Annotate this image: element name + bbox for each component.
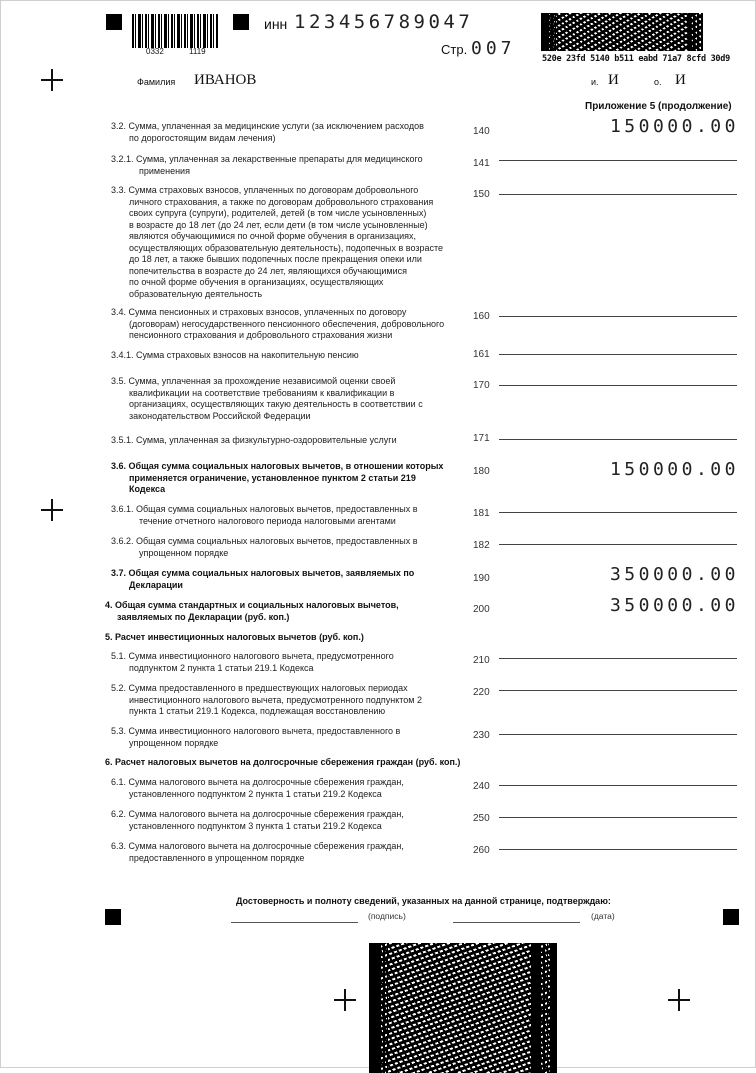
field-140-value[interactable]: 150000.00 — [609, 116, 739, 137]
alignment-marker-bottom-right — [723, 909, 739, 925]
field-150-input[interactable] — [499, 194, 737, 195]
line-code-171: 171 — [473, 433, 490, 444]
alignment-marker-top-center — [233, 14, 249, 30]
line-code-260: 260 — [473, 845, 490, 856]
row-label-230: 5.3. Сумма инвестиционного налогового вычета, предоставленного в упрощенном порядке — [111, 726, 401, 748]
row-label-250: 6.2. Сумма налогового вычета на долгосрочные сбережения граждан, установленного подпунктом 3 пункта 1 статьи 219.2 Кодекса — [111, 809, 404, 831]
field-161-input[interactable] — [499, 354, 737, 355]
line-code-160: 160 — [473, 311, 490, 322]
registration-cross-bottom-left — [334, 989, 356, 1011]
row-label-171: 3.5.1. Сумма, уплаченная за физкультурно-оздоровительные услуги — [111, 435, 397, 445]
surname-value: ИВАНОВ — [194, 72, 257, 88]
alignment-marker-bottom-left — [105, 909, 121, 925]
appendix-title: Приложение 5 (продолжение) — [585, 101, 732, 112]
line-code-200: 200 — [473, 604, 490, 615]
field-181-input[interactable] — [499, 512, 737, 513]
signature-label: (подпись) — [368, 911, 406, 921]
row-label-160: 3.4. Сумма пенсионных и страховых взносов, уплаченных по договору (договорам) негосударственного пенсионного обеспечения, добровольного пенсионного страхования и добровольного страхования жизни — [111, 307, 445, 340]
row-label-190: 3.7. Общая сумма социальных налоговых вычетов, заявляемых по Декларации — [111, 568, 415, 590]
field-182-input[interactable] — [499, 544, 737, 545]
section-5-heading: 5. Расчет инвестиционных налоговых вычетов (руб. коп.) — [105, 632, 364, 642]
patronymic-initial-label: о. — [654, 77, 662, 87]
field-190-value[interactable]: 350000.00 — [609, 564, 739, 585]
patronymic-initial-value: И — [675, 72, 686, 88]
row-label-181: 3.6.1. Общая сумма социальных налоговых вычетов, предоставленных в течение отчетного налогового периода налоговыми агентами — [111, 504, 418, 526]
field-170-input[interactable] — [499, 385, 737, 386]
line-code-182: 182 — [473, 540, 490, 551]
confirmation-text: Достоверность и полноту сведений, указанных на данной странице, подтверждаю: — [236, 896, 611, 906]
line-code-150: 150 — [473, 189, 490, 200]
row-label-140: 3.2. Сумма, уплаченная за медицинские услуги (за исключением расходов по дорогостоящим видам лечения) — [111, 121, 424, 143]
pdf417-barcode-top — [541, 13, 703, 51]
field-171-input[interactable] — [499, 439, 737, 440]
date-label: (дата) — [591, 911, 615, 921]
line-code-141: 141 — [473, 158, 490, 169]
row-label-180: 3.6. Общая сумма социальных налоговых вычетов, в отношении которых применяется ограничение, установленное пунктом 2 статьи 219 Кодекса — [111, 461, 444, 494]
row-label-220: 5.2. Сумма предоставленного в предшествующих налоговых периодах инвестиционного налогового вычета, предусмотренного подпунктом 2 пункта 1 статьи 219.1 Кодекса, подлежащая восстановлению — [111, 683, 422, 716]
alignment-marker-top-left — [106, 14, 122, 30]
field-240-input[interactable] — [499, 785, 737, 786]
line-code-190: 190 — [473, 573, 490, 584]
field-220-input[interactable] — [499, 690, 737, 691]
first-initial-value: И — [608, 72, 619, 88]
row-label-260: 6.3. Сумма налогового вычета на долгосрочные сбережения граждан, предоставленного в упрощенном порядке — [111, 841, 404, 863]
page-number-label: Стр. — [441, 42, 468, 57]
line-code-240: 240 — [473, 781, 490, 792]
row-label-161: 3.4.1. Сумма страховых взносов на накопительную пенсию — [111, 350, 359, 360]
row-label-141: 3.2.1. Сумма, уплаченная за лекарственные препараты для медицинского применения — [111, 154, 423, 176]
inn-label: инн — [264, 16, 288, 32]
field-210-input[interactable] — [499, 658, 737, 659]
row-label-170: 3.5. Сумма, уплаченная за прохождение независимой оценки своей квалификации на соответствие требованиям к квалификации в организациях, осуществляющих такую деятельность в соответствии с законодательством Российской Федерации — [111, 376, 423, 421]
line-code-181: 181 — [473, 508, 490, 519]
field-260-input[interactable] — [499, 849, 737, 850]
registration-cross-middle-left — [41, 499, 63, 521]
field-250-input[interactable] — [499, 817, 737, 818]
section-6-heading: 6. Расчет налоговых вычетов на долгосрочные сбережения граждан (руб. коп.) — [105, 757, 461, 767]
field-141-input[interactable] — [499, 160, 737, 161]
page-number-value: 007 — [471, 38, 516, 59]
pdf417-barcode-bottom — [369, 943, 557, 1073]
field-180-value[interactable]: 150000.00 — [609, 459, 739, 480]
field-230-input[interactable] — [499, 734, 737, 735]
row-label-240: 6.1. Сумма налогового вычета на долгосрочные сбережения граждан, установленного подпунктом 2 пункта 1 статьи 219.2 Кодекса — [111, 777, 404, 799]
row-label-150: 3.3. Сумма страховых взносов, уплаченных по договорам добровольного личного страхования, а также по договорам добровольного страхования своих супруга (супруги), родителей, детей (в том числе усыновленных) в возрасте до 18 лет (до 24 лет, если дети (в том числе усыновленные) являются обучающимися по очной форме обучения в организациях, осуществляющих образовательную деятельность), подопечных в возрасте до 18 лет, а также бывших подопечных после прекращения опеки или попечительства в возрасте до 24 лет, являющихся обучающимися по очной форме обучения в организациях, осуществляющих образовательную деятельность — [111, 185, 444, 299]
barcode-left — [132, 14, 218, 48]
line-code-210: 210 — [473, 655, 490, 666]
row-label-210: 5.1. Сумма инвестиционного налогового вычета, предусмотренного подпунктом 2 пункта 1 статьи 219.1 Кодекса — [111, 651, 394, 673]
registration-cross-top-left — [41, 69, 63, 91]
registration-cross-bottom-right — [668, 989, 690, 1011]
inn-value: 123456789047 — [294, 11, 474, 33]
field-200-value[interactable]: 350000.00 — [609, 595, 739, 616]
surname-label: Фамилия — [137, 77, 176, 87]
field-160-input[interactable] — [499, 316, 737, 317]
line-code-180: 180 — [473, 466, 490, 477]
line-code-161: 161 — [473, 349, 490, 360]
barcode-hash-text: 520e 23fd 5140 b511 eabd 71a7 8cfd 30d9 — [542, 54, 730, 64]
signature-input[interactable] — [231, 922, 358, 923]
line-code-170: 170 — [473, 380, 490, 391]
date-input[interactable] — [453, 922, 580, 923]
barcode-left-text-2: 1119 — [189, 47, 206, 56]
line-code-250: 250 — [473, 813, 490, 824]
barcode-left-text-1: 0332 — [146, 47, 164, 56]
row-label-182: 3.6.2. Общая сумма социальных налоговых вычетов, предоставленных в упрощенном порядке — [111, 536, 418, 558]
row-label-200: 4. Общая сумма стандартных и социальных налоговых вычетов, заявляемых по Декларации (руб. коп.) — [105, 600, 399, 622]
line-code-140: 140 — [473, 126, 490, 137]
first-initial-label: и. — [591, 77, 599, 87]
line-code-220: 220 — [473, 687, 490, 698]
line-code-230: 230 — [473, 730, 490, 741]
